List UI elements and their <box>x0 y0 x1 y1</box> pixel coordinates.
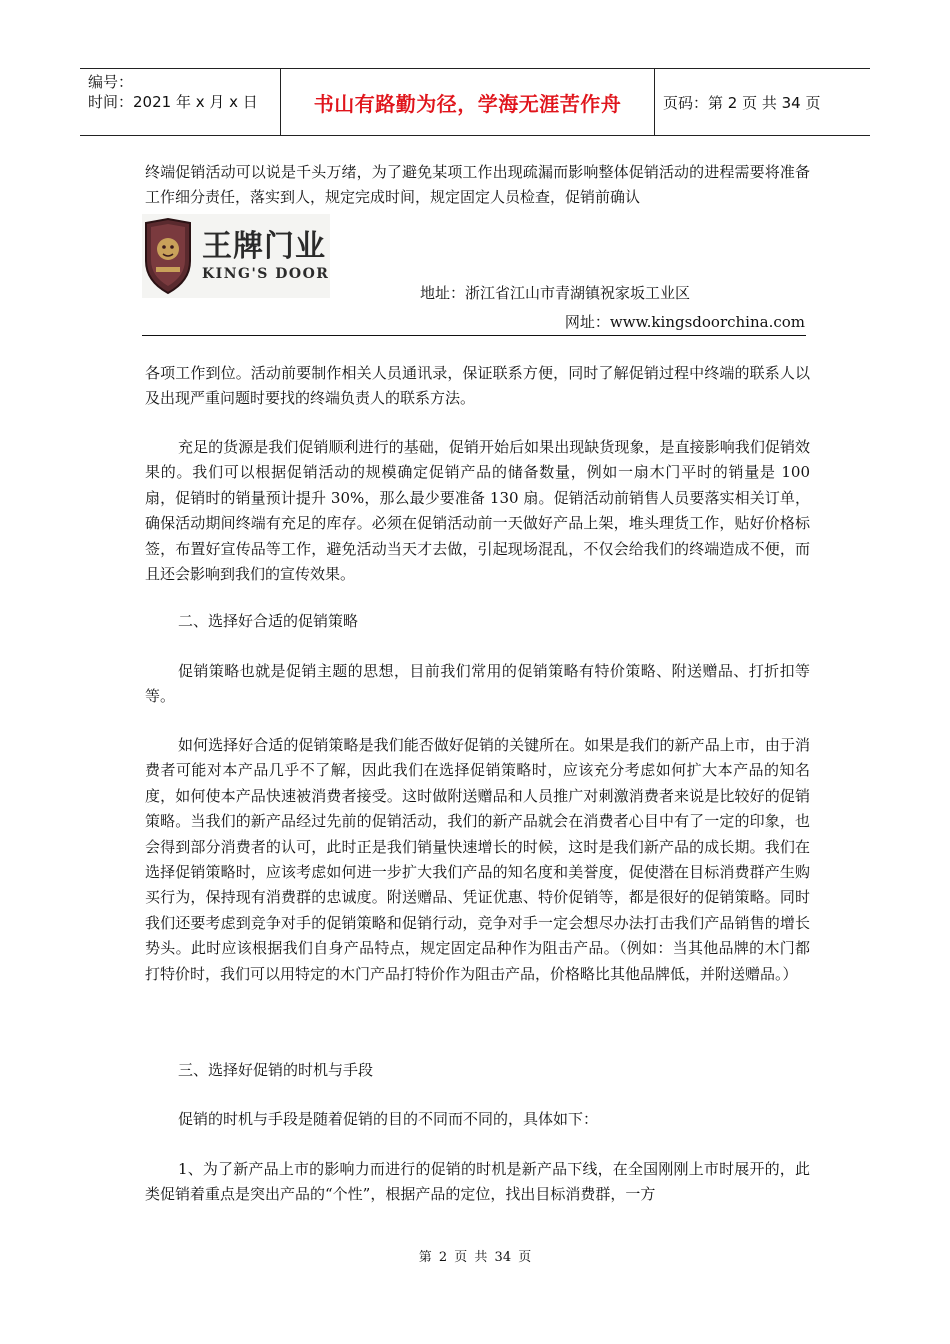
company-address: 地址：浙江省江山市青湖镇祝家坂工业区 <box>420 284 691 302</box>
paragraph-contact-prep <box>145 361 810 412</box>
paragraph-strategy-intro <box>145 659 810 710</box>
company-logo <box>142 214 330 298</box>
header-motto: 书山有路勤为径，学海无涯苦作舟 <box>281 69 655 135</box>
header-page-label: 页码：第 2 页 共 34 页 <box>663 93 821 112</box>
page-header <box>80 68 870 136</box>
heading-text: 二、选择好合适的促销策略 <box>178 612 359 630</box>
divider-line <box>142 335 806 336</box>
lion-shield-icon <box>142 217 194 295</box>
brand-name-en: KING'S DOOR <box>202 266 330 282</box>
paragraph-text: 充足的货源是我们促销顺利进行的基础，促销开始后如果出现缺货现象，是直接影响我们促销效果的。我们可以根据促销活动的规模确定促销产品的储备数量，例如一扇木门平时的销量是 100 扇，促销时的销量预计提升 30%，那么最少要准备 130 扇。促销活动前销售人员要落实相关订单，确保活动期间终端有充足的库存。必须在促销活动前一天做好产品上架，堆头理货工作，贴好价格标签，布置好宣传品等工作，避免活动当天才去做，引起现场混乱，不仅会给我们的终端造成不便，而且还会影响到我们的宣传效果。 <box>145 438 810 584</box>
number-label: 编号： <box>88 73 134 91</box>
paragraph-stock <box>145 435 810 587</box>
paragraph-new-product <box>145 1157 810 1208</box>
paragraph-timing-intro <box>145 1107 810 1132</box>
heading-text: 三、选择好促销的时机与手段 <box>178 1061 374 1079</box>
paragraph-text: 促销策略也就是促销主题的思想，目前我们常用的促销策略有特价策略、附送赠品、打折扣等等。 <box>145 662 810 706</box>
intro-text: 终端促销活动可以说是千头万绪，为了避免某项工作出现疏漏而影响整体促销活动的进程需要将准备工作细分责任，落实到人，规定完成时间，规定固定人员检查，促销前确认 <box>145 163 810 207</box>
section-heading-strategy <box>145 609 810 634</box>
paragraph-strategy-detail <box>145 733 810 987</box>
section-heading-timing <box>145 1058 810 1083</box>
time-label: 时间：2021 年 x 月 x 日 <box>88 93 258 111</box>
header-meta-cell <box>80 69 281 135</box>
paragraph-text: 如何选择好合适的促销策略是我们能否做好促销的关键所在。如果是我们的新产品上市，由于消费者可能对本产品几乎不了解，因此我们在选择促销策略时，应该充分考虑如何扩大本产品的知名度，如何使本产品快速被消费者接受。这时做附送赠品和人员推广对刺激消费者来说是比较好的促销策略。当我们的新产品经过先前的促销活动，我们的新产品就会在消费者心目中有了一定的印象，也会得到部分消费者的认可，此时正是我们销量快速增长的时候，这时是我们新产品的成长期。我们在选择促销策略时，应该考虑如何进一步扩大我们产品的知名度和美誉度，促使潜在目标消费群产生购买行为，保持现有消费群的忠诚度。附送赠品、凭证优惠、特价促销等，都是很好的促销策略。同时我们还要考虑到竞争对手的促销策略和促销行动，竞争对手一定会想尽办法打击我们产品销售的增长势头。此时应该根据我们自身产品特点，规定固定品种作为阻击产品。（例如：当其他品牌的木门都打特价时，我们可以用特定的木门产品打特价作为阻击产品，价格略比其他品牌低，并附送赠品。） <box>145 736 810 983</box>
brand-name-cn: 王牌门业 <box>202 229 326 264</box>
paragraph-text: 各项工作到位。活动前要制作相关人员通讯录，保证联系方便，同时了解促销过程中终端的联系人以及出现严重问题时要找的终端负责人的联系方法。 <box>145 364 810 408</box>
intro-paragraph <box>145 160 810 211</box>
brand-text <box>202 230 329 282</box>
paragraph-text: 促销的时机与手段是随着促销的目的不同而不同的，具体如下： <box>178 1110 599 1128</box>
page-footer: 第 2 页 共 34 页 <box>418 1250 532 1265</box>
paragraph-text: 1、为了新产品上市的影响力而进行的促销的时机是新产品下线，在全国刚刚上市时展开的，此类促销着重点是突出产品的“个性”，根据产品的定位，找出目标消费群，一方 <box>145 1160 810 1204</box>
company-website: 网址：www.kingsdoorchina.com <box>564 313 805 331</box>
